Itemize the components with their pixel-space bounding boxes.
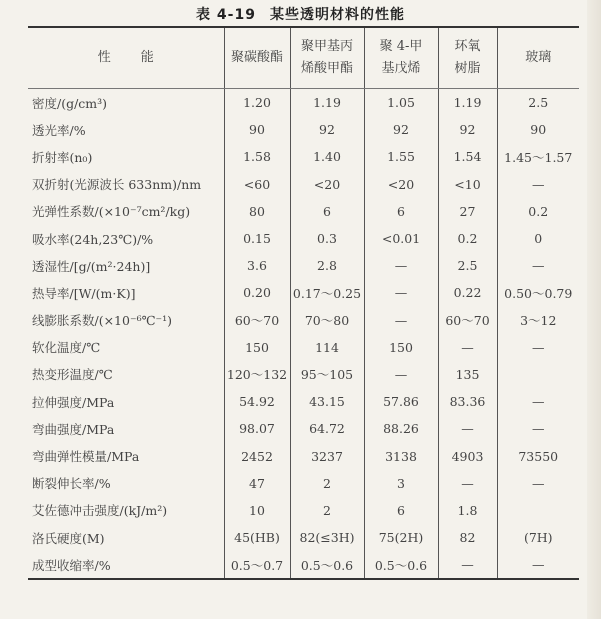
table-row [28,225,579,252]
value-cell: 0 [497,225,579,252]
property-name-cell: 双折射(光源波长 633nm)/nm [32,177,202,193]
property-name-cell: 折射率(n₀) [32,149,93,165]
value-cell: 73550 [497,442,579,469]
column-header-material [224,27,290,89]
value-cell: 2.8 [290,252,364,279]
properties-table [28,26,579,580]
property-name-cell: 密度/(g/cm³) [32,95,108,111]
value-cell: 3～12 [497,307,579,334]
table-row [28,415,579,442]
property-name-cell: 吸水率(24h,23℃)/% [32,231,154,247]
table-row [28,307,579,334]
value-cell: <0.01 [364,225,438,252]
value-cell: 2.5 [497,89,579,117]
property-name-cell: 弯曲强度/MPa [32,421,115,437]
value-cell: 0.22 [438,279,497,306]
table-row [28,524,579,551]
value-cell: 1.19 [438,89,497,117]
header-line-1: 聚 4-甲 [379,39,423,54]
property-name-cell: 透湿性/[g/(m²·24h)] [32,258,151,274]
table-row [28,361,579,388]
header-line-2: 树脂 [454,61,481,76]
table-row [28,279,579,306]
value-cell: (7H) [497,524,579,551]
value-cell: 54.92 [224,388,290,415]
value-cell: 45(HB) [224,524,290,551]
property-name-cell: 热导率/[W/(m·K)] [32,285,136,301]
value-cell: — [364,307,438,334]
value-cell: 1.20 [224,89,290,117]
value-cell: 120～132 [224,361,290,388]
table-number: 表 4-19 [196,7,256,23]
value-cell: — [497,388,579,415]
value-cell: <20 [290,171,364,198]
value-cell: <60 [224,171,290,198]
value-cell: — [438,470,497,497]
value-cell: 98.07 [224,415,290,442]
value-cell: — [497,171,579,198]
value-cell: 82 [438,524,497,551]
value-cell: 90 [497,116,579,143]
value-cell: 92 [364,116,438,143]
value-cell: 1.8 [438,497,497,524]
header-line-1: 聚碳酸酯 [230,50,283,65]
value-cell: 47 [224,470,290,497]
table-body [28,89,579,580]
value-cell: 0.2 [438,225,497,252]
header-line-1: 聚甲基丙 [300,39,353,54]
value-cell: 0.2 [497,198,579,225]
value-cell: 57.86 [364,388,438,415]
property-name-cell: 洛氏硬度(M) [32,530,105,546]
property-name-cell: 艾佐德冲击强度/(kJ/m²) [32,503,168,519]
value-cell: 0.50～0.79 [497,279,579,306]
value-cell: 88.26 [364,415,438,442]
value-cell: 83.36 [438,388,497,415]
value-cell: — [497,334,579,361]
header-row [28,27,579,89]
page-edge [587,0,601,619]
value-cell: 114 [290,334,364,361]
value-cell: 1.54 [438,143,497,170]
table-row [28,89,579,117]
value-cell: — [497,470,579,497]
value-cell: 70～80 [290,307,364,334]
value-cell: 1.40 [290,143,364,170]
value-cell: 60～70 [224,307,290,334]
value-cell: 43.15 [290,388,364,415]
column-header-material [438,27,497,89]
value-cell: 0.15 [224,225,290,252]
value-cell: 3.6 [224,252,290,279]
value-cell: 135 [438,361,497,388]
value-cell [497,497,579,524]
value-cell: 60～70 [438,307,497,334]
header-line-2: 烯酸甲酯 [300,61,353,76]
property-name-cell: 线膨胀系数/(×10⁻⁶℃⁻¹) [32,313,173,329]
value-cell: 0.20 [224,279,290,306]
value-cell: — [364,361,438,388]
value-cell: 2.5 [438,252,497,279]
table-row [28,198,579,225]
table-row [28,551,579,579]
value-cell: 0.5～0.6 [364,551,438,579]
value-cell: 10 [224,497,290,524]
table-title: 某些透明材料的性能 [269,7,405,23]
column-header-property [28,27,224,89]
value-cell: — [438,415,497,442]
value-cell: — [438,334,497,361]
header-line-2: 基戊烯 [381,61,421,76]
column-header-material [364,27,438,89]
value-cell: 0.5～0.7 [224,551,290,579]
value-cell: 1.55 [364,143,438,170]
value-cell: 2452 [224,442,290,469]
property-name-cell: 热变形温度/℃ [32,367,113,383]
column-header-material [497,27,579,89]
value-cell: 1.58 [224,143,290,170]
value-cell: 27 [438,198,497,225]
value-cell: — [497,252,579,279]
table-row [28,252,579,279]
value-cell: 0.17～0.25 [290,279,364,306]
value-cell: 90 [224,116,290,143]
property-name-cell: 透光率/% [32,122,86,138]
value-cell: 95～105 [290,361,364,388]
value-cell: <10 [438,171,497,198]
value-cell: 82(≤3H) [290,524,364,551]
value-cell: 75(2H) [364,524,438,551]
table-row [28,497,579,524]
value-cell: 150 [224,334,290,361]
value-cell: 3237 [290,442,364,469]
value-cell: 2 [290,470,364,497]
table-caption [0,4,601,24]
property-name-cell: 断裂伸长率/% [32,476,111,492]
property-name-cell: 光弹性系数/(×10⁻⁷cm²/kg) [32,204,191,220]
value-cell: 1.05 [364,89,438,117]
table-row [28,143,579,170]
value-cell: — [364,279,438,306]
value-cell: 3 [364,470,438,497]
value-cell: 6 [364,198,438,225]
value-cell: 92 [290,116,364,143]
value-cell: — [497,551,579,579]
property-name-cell: 拉伸强度/MPa [32,394,115,410]
header-line-1: 性能 [97,50,184,65]
value-cell: — [364,252,438,279]
table-row [28,116,579,143]
value-cell: 1.45～1.57 [497,143,579,170]
value-cell: 64.72 [290,415,364,442]
value-cell: 4903 [438,442,497,469]
column-header-material [290,27,364,89]
value-cell: — [438,551,497,579]
value-cell: 2 [290,497,364,524]
value-cell: — [497,415,579,442]
table-row [28,334,579,361]
header-line-1: 环氧 [454,39,481,54]
header-line-1: 玻璃 [525,50,552,65]
value-cell: 3138 [364,442,438,469]
property-name-cell: 成型收缩率/% [32,557,111,573]
table-row [28,470,579,497]
value-cell: 0.5～0.6 [290,551,364,579]
value-cell: 1.19 [290,89,364,117]
value-cell: 80 [224,198,290,225]
value-cell [497,361,579,388]
table-row [28,442,579,469]
property-name-cell: 软化温度/℃ [32,340,101,356]
value-cell: 92 [438,116,497,143]
value-cell: <20 [364,171,438,198]
value-cell: 6 [290,198,364,225]
table-row [28,388,579,415]
value-cell: 150 [364,334,438,361]
value-cell: 0.3 [290,225,364,252]
value-cell: 6 [364,497,438,524]
property-name-cell: 弯曲弹性模量/MPa [32,449,140,465]
table-row [28,171,579,198]
